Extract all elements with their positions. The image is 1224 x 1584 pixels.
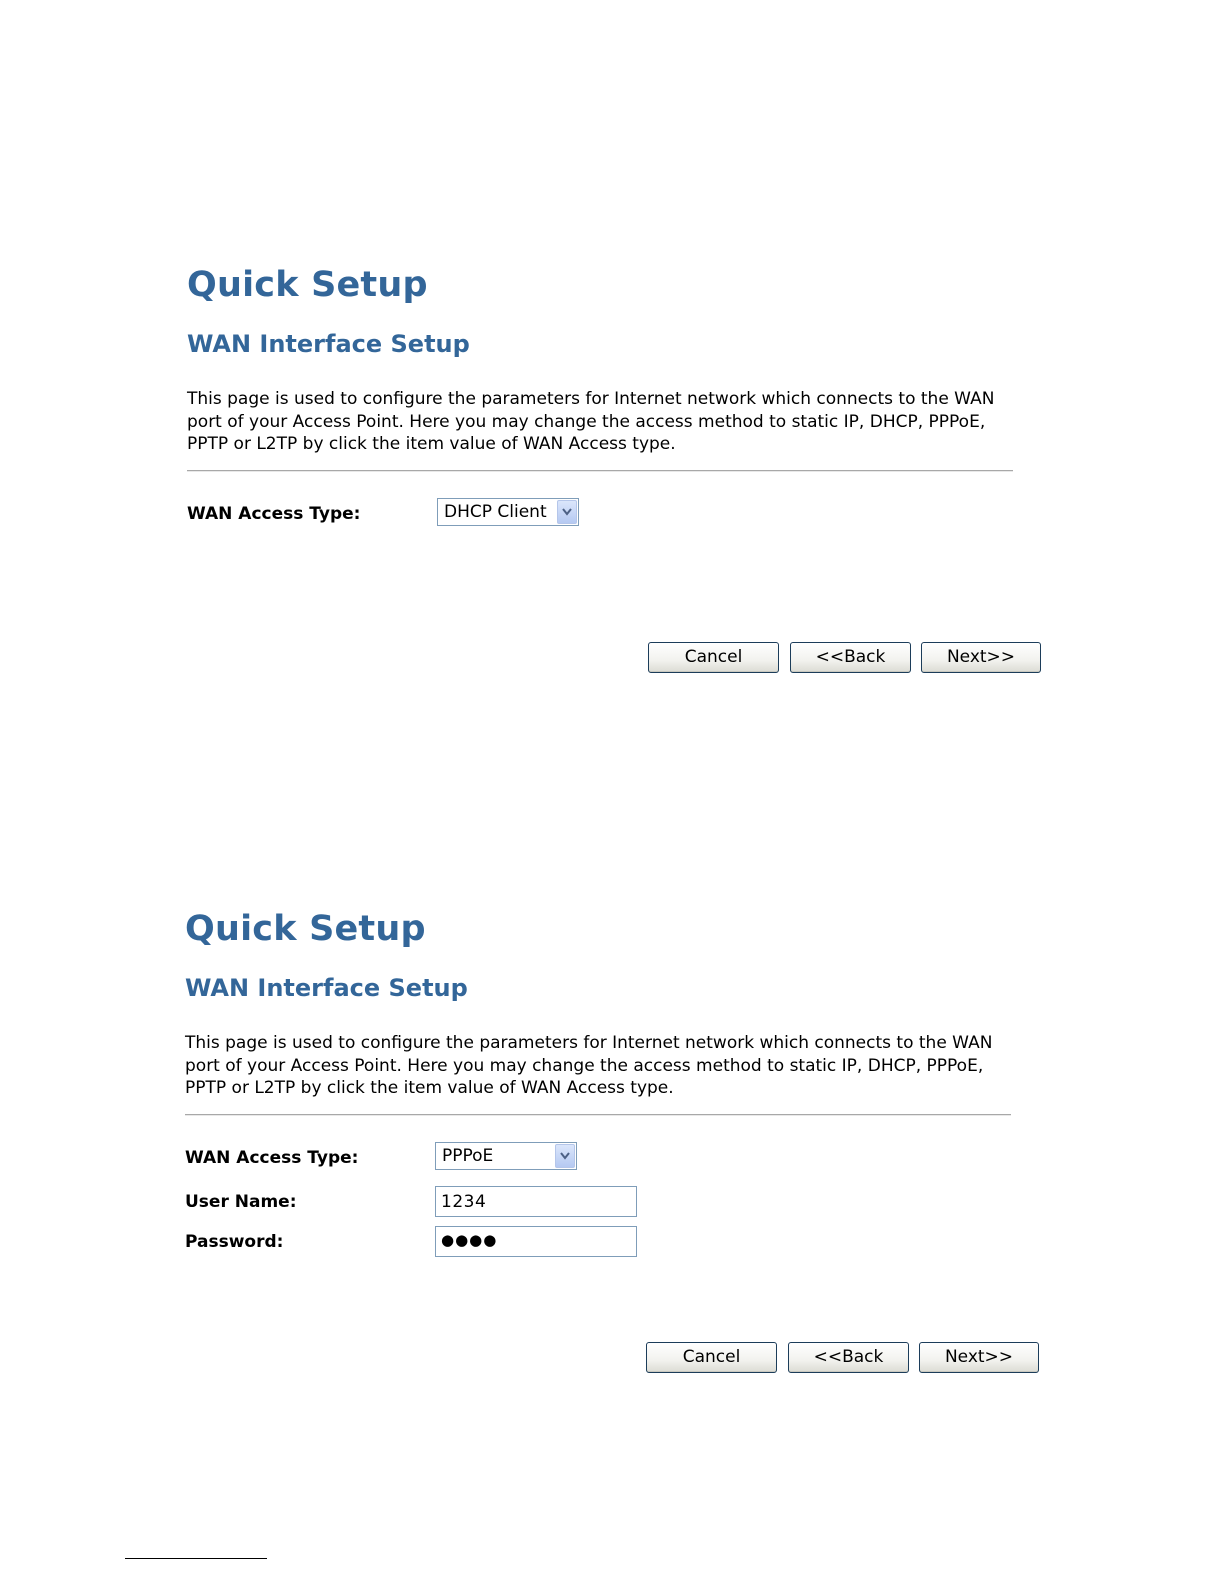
password-row [185,1226,1045,1258]
page-title: Quick Setup [185,909,426,949]
chevron-down-icon [562,508,572,516]
divider [187,470,1013,472]
cancel-button[interactable]: Cancel [646,1342,777,1373]
back-button[interactable]: <<Back [788,1342,909,1373]
dropdown-button[interactable] [557,500,577,524]
section-title: WAN Interface Setup [187,330,470,358]
password-input[interactable] [435,1226,637,1257]
wan-access-type-label: WAN Access Type: [187,503,361,524]
user-name-value: 1234 [441,1191,487,1212]
page-description: This page is used to configure the parameters for Internet network which connects to the WAN port of your Access Point. Here you may change the access method to static IP, DHCP, PPPoE, PPTP or L2TP by click the item value of WAN Access type. [185,1033,993,1098]
wan-access-type-label: WAN Access Type: [185,1147,359,1168]
user-name-row [185,1186,1045,1218]
dropdown-button[interactable] [555,1144,575,1168]
user-name-label: User Name: [185,1191,297,1212]
page-description: This page is used to configure the parameters for Internet network which connects to the WAN port of your Access Point. Here you may change the access method to static IP, DHCP, PPPoE, PPTP or L2TP by click the item value of WAN Access type. [187,389,995,454]
back-button[interactable]: <<Back [790,642,911,673]
wan-access-type-selected-value: PPPoE [442,1145,494,1166]
wizard-buttons [646,1342,1046,1374]
wan-access-type-row [187,498,1047,530]
quick-setup-panel-dhcp [187,262,1047,667]
section-title: WAN Interface Setup [185,974,468,1002]
password-label: Password: [185,1231,284,1252]
wan-access-type-selected-value: DHCP Client [444,501,547,522]
chevron-down-icon [560,1152,570,1160]
wizard-buttons [648,642,1048,674]
wan-access-type-select[interactable] [435,1142,577,1170]
quick-setup-panel-pppoe [185,906,1045,1367]
user-name-input[interactable] [435,1186,637,1217]
next-button[interactable]: Next>> [919,1342,1039,1373]
cancel-button[interactable]: Cancel [648,642,779,673]
divider [185,1114,1011,1116]
wan-access-type-row [185,1142,1045,1174]
footnote-separator [125,1558,267,1559]
password-masked-value: ●●●● [441,1230,498,1249]
wan-access-type-select[interactable] [437,498,579,526]
page-title: Quick Setup [187,265,428,305]
next-button[interactable]: Next>> [921,642,1041,673]
